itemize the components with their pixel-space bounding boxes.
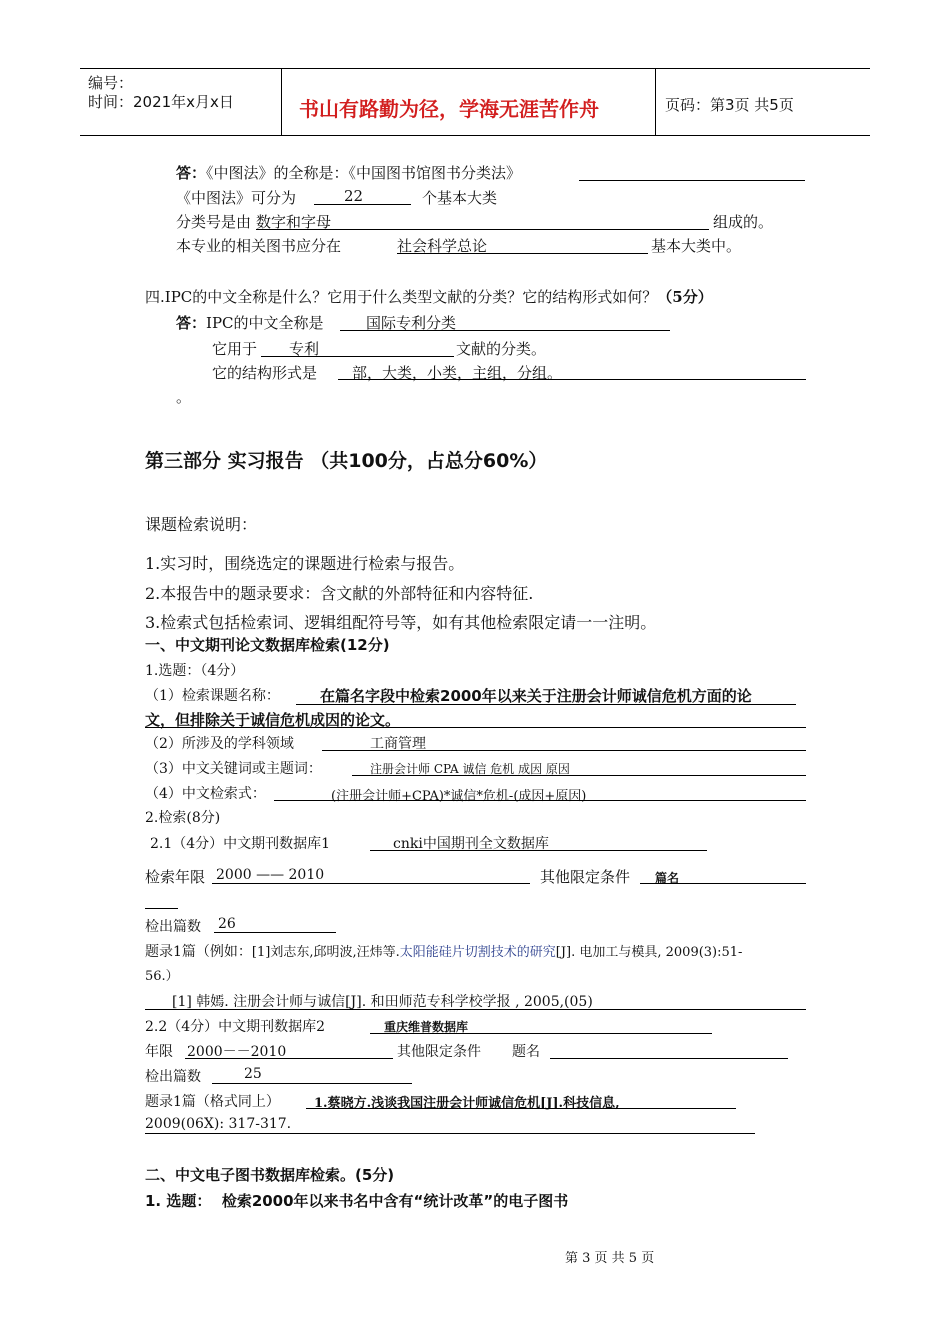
page-info: 页码：第3页 共5页 [665,96,794,114]
section2-item1-label: 1. 选题： [145,1192,212,1210]
topic-name-value-1: 在篇名字段中检索2000年以来关于注册会计师诚信危机方面的论 [320,687,752,705]
topic-name-value-2: 文，但排除关于诚信危机成因的论文。 [145,711,401,729]
citation-example-rest: [J]. 电加工与模具, 2009(3):51- [555,945,743,960]
line4-suffix: 基本大类中。 [651,237,742,255]
citation1-value: [1] 韩嫣. 注册会计师与诚信[J]. 和田师范专科学校学报 , 2005,(05) [172,994,593,1010]
instruction-item: 3.检索式包括检索词、逻辑组配符号等，如有其他检索限定请一一注明。 [145,613,657,632]
keywords-value: 注册会计师 CPA 诚信 危机 成因 原因 [370,762,570,776]
instruction-item: 1.实习时，围绕选定的课题进行检索与报告。 [145,554,465,573]
instructions-title: 课题检索说明： [145,515,258,534]
other-label: 其他限定条件 [540,868,631,886]
db1-label: 2.1（4分）中文期刊数据库1 [150,836,331,852]
db1-value: cnki中国期刊全文数据库 [393,836,549,852]
q4-answer-prefix: 答： [176,314,207,332]
time-label: 时间：2021年x月x日 [88,93,234,111]
citation2-value-2: 2009(06X): 317-317. [145,1116,292,1132]
search-label: 2.检索(8分) [145,810,221,826]
q4-a1-text: IPC的中文全称是 [206,314,324,332]
q4-a3-value: 部，大类，小类，主组，分组。 [352,364,563,382]
topic-label: 1.选题：（4分） [145,663,245,679]
line4-value: 社会科学总论 [397,237,488,255]
line1-value: 《中国图书馆图书分类法》 [348,164,522,182]
citation-example-cont: 56.） [145,969,179,984]
motto: 书山有路勤为径，学海无涯苦作舟 [299,97,599,121]
years2-label: 年限 [145,1044,173,1060]
answer-prefix: 答： [176,164,207,182]
count2-value: 25 [244,1066,262,1082]
citation-example-authors: [1]刘志东,邱明波,汪炜等. [251,945,400,960]
field-value: 工商管理 [370,736,426,752]
q4-text: 四.IPC的中文全称是什么？它用于什么类型文献的分类？它的结构形式如何？ [145,288,658,306]
footer-page: 第 3 页 共 5 页 [565,1251,655,1266]
q4-end-mark: 。 [176,388,192,406]
count-label: 检出篇数 [145,919,201,935]
line3-text: 分类号是由 [176,213,252,231]
line3-value: 数字和字母 [256,213,332,231]
citation-example-title: 太阳能硅片切割技术的研究 [399,945,556,960]
line2-text: 《中图法》可分为 [176,189,297,207]
q4-a1-value: 国际专利分类 [366,314,457,332]
citation-label: 题录1篇（例如： [145,944,252,960]
q4-a2-suffix: 文献的分类。 [456,340,547,358]
section2-item1-value: 检索2000年以来书名中含有“统计改革”的电子图书 [221,1192,569,1210]
count2-label: 检出篇数 [145,1069,201,1085]
other2-value: 题名 [512,1044,540,1060]
line4-text: 本专业的相关图书应分在 [176,237,342,255]
q4-a3-text: 它的结构形式是 [212,364,318,382]
q4-a2-text: 它用于 [212,340,258,358]
field-label: （2）所涉及的学科领域 [145,736,294,752]
citation2-label: 题录1篇（格式同上） [145,1094,280,1110]
section2-title: 二、中文电子图书数据库检索。(5分) [145,1166,395,1184]
years2-value: 2000－－2010 [187,1044,287,1060]
line2-suffix: 个基本大类 [422,189,498,207]
q4-score: （5分） [657,288,713,306]
other-value: 篇名 [655,871,680,885]
other2-label: 其他限定条件 [397,1044,481,1060]
count-value: 26 [218,916,236,932]
topic-name-label: （1）检索课题名称： [145,688,280,704]
instruction-item: 2.本报告中的题录要求：含文献的外部特征和内容特征. [145,584,534,603]
part3-title: 第三部分 实习报告 （共100分，占总分60%） [145,450,548,472]
q4-a2-value: 专利 [289,340,320,358]
db2-value: 重庆维普数据库 [384,1020,469,1034]
years-value: 2000 —— 2010 [216,867,325,883]
years-label: 检索年限 [145,868,206,886]
citation2-value-1: 1.蔡晓方.浅谈我国注册会计师诚信危机[J].科技信息, [314,1096,620,1111]
db2-label: 2.2（4分）中文期刊数据库2 [145,1019,326,1035]
query-label: （4）中文检索式： [145,786,266,802]
line3-suffix: 组成的。 [713,213,774,231]
keywords-label: （3）中文关键词或主题词： [145,761,322,777]
line2-value: 22 [344,187,364,205]
query-value: (注册会计师+CPA)*诚信*危机-(成因+原因) [331,789,587,804]
section1-title: 一、中文期刊论文数据库检索(12分) [145,636,390,654]
serial-label: 编号： [88,74,134,92]
line1-text: 《中图法》的全称是： [206,164,349,182]
